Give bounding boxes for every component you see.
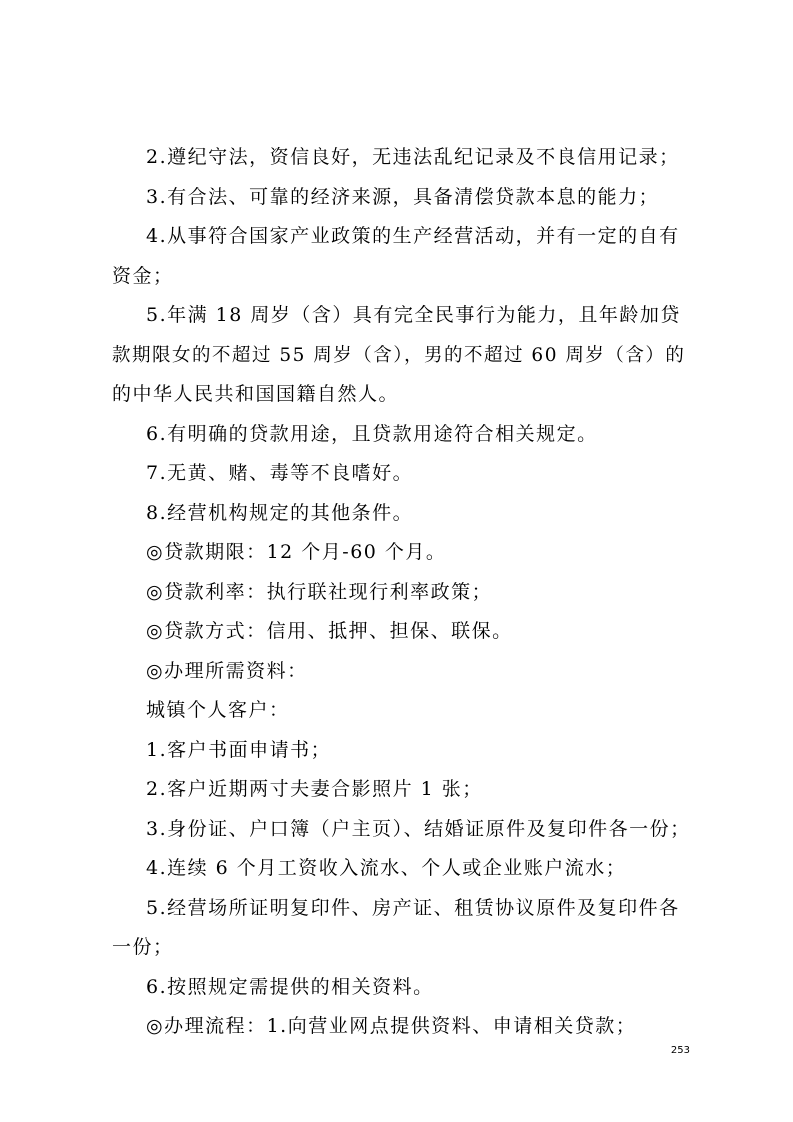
body-line: 7.无黄、赌、毒等不良嗜好。 — [146, 462, 414, 484]
body-line: ◎贷款期限：12 个月-60 个月。 — [146, 541, 447, 563]
section-heading: ◎办理流程：1.向营业网点提供资料、申请相关贷款； — [146, 1015, 637, 1037]
document-body — [112, 138, 692, 1047]
body-line: 款期限女的不超过 55 周岁（含），男的不超过 60 周岁（含）的 — [112, 344, 686, 366]
page-number: 253 — [670, 1045, 690, 1056]
body-line: ◎贷款利率：执行联社现行利率政策； — [146, 580, 493, 603]
body-line: 5.经营场所证明复印件、房产证、租赁协议原件及复印件各 — [146, 896, 680, 919]
body-line: 2.客户近期两寸夫妻合影照片 1 张； — [146, 778, 483, 800]
body-line: 的中华人民共和国国籍自然人。 — [112, 383, 400, 405]
body-line: 6.有明确的贷款用途，且贷款用途符合相关规定。 — [146, 422, 598, 445]
body-line: 1.客户书面申请书； — [146, 738, 332, 761]
body-line: ◎贷款方式：信用、抵押、担保、联保。 — [146, 620, 513, 642]
body-line: 8.经营机构规定的其他条件。 — [146, 501, 414, 524]
body-line: 4.从事符合国家产业政策的生产经营活动，并有一定的自有 — [146, 225, 680, 247]
body-line: 6.按照规定需提供的相关资料。 — [146, 975, 434, 998]
body-line: 3.有合法、可靠的经济来源，具备清偿贷款本息的能力； — [146, 185, 660, 208]
sub-heading: 城镇个人客户： — [146, 699, 290, 721]
body-line: 2.遵纪守法，资信良好，无违法乱纪记录及不良信用记录； — [146, 146, 680, 168]
section-heading: ◎办理所需资料： — [146, 659, 308, 682]
body-line: 3.身份证、户口簿（户主页）、结婚证原件及复印件各一份； — [146, 817, 691, 840]
body-line: 一份； — [112, 936, 174, 958]
body-line: 资金； — [112, 264, 174, 287]
body-line: 4.连续 6 个月工资收入流水、个人或企业账户流水； — [146, 857, 627, 879]
body-line: 5.年满 18 周岁（含）具有完全民事行为能力，且年龄加贷 — [146, 304, 681, 326]
